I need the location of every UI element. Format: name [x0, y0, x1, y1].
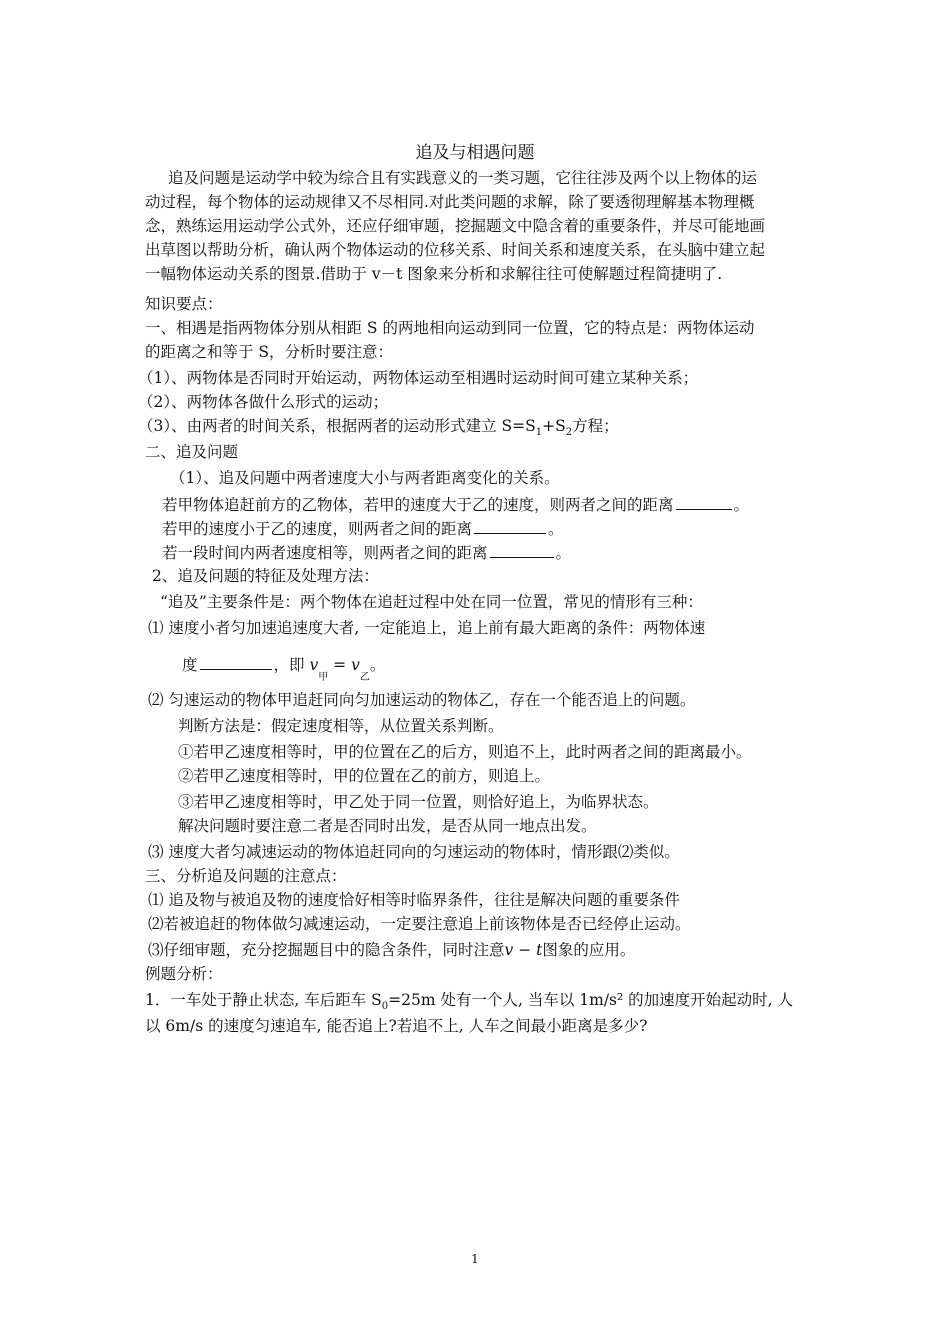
sec2-sub2: 2、追及问题的特征及处理方法： — [152, 567, 379, 585]
example-question-line2: 以 6m/s 的速度匀速追车, 能否追上?若追不上, 人车之间最小距离是多少? — [145, 1017, 648, 1035]
fill-blank[interactable] — [200, 654, 272, 670]
sec1-item: （1）、两物体是否同时开始运动，两物体运动至相遇时运动时间可建立某种关系； — [138, 369, 699, 387]
sec1-line: 一、相遇是指两物体分别从相距 S 的两地相向运动到同一位置，它的特点是：两物体运动 — [145, 319, 755, 337]
case-p2-a: ①若甲乙速度相等时，甲的位置在乙的后方，则追不上，此时两者之间的距离最小。 — [178, 743, 752, 761]
main-condition: “追及”主要条件是：两个物体在追赶过程中处在同一位置，常见的情形有三种： — [160, 593, 703, 611]
examples-heading: 例题分析： — [145, 965, 223, 983]
sec3-note: ⑴ 追及物与被追及物的速度恰好相等时临界条件，往往是解决问题的重要条件 — [148, 891, 680, 909]
page-title: 追及与相遇问题 — [415, 143, 535, 163]
case-p1-line2: 度 ，即 $v_甲 = v_乙$。 — [182, 656, 386, 683]
intro-line: 念，熟练运用运动学公式外，还应仔细审题，挖掘题文中隐含着的重要条件，并尽可能地画 — [145, 217, 766, 235]
case-p2: ⑵ 匀速运动的物体甲追赶同向匀加速运动的物体乙，存在一个能否追上的问题。 — [148, 691, 696, 709]
case-line: 若甲的速度小于乙的速度，则两者之间的距离 。 — [162, 520, 564, 538]
sec1-line: 的距离之和等于 S，分析时要注意： — [145, 343, 394, 361]
case-p2-b: ②若甲乙速度相等时，甲的位置在乙的前方，则追上。 — [178, 767, 551, 785]
sec3-note: ⑶仔细审题，充分挖掘题目中的隐含条件，同时注意v − t图象的应用。 — [148, 941, 636, 959]
fill-blank[interactable] — [676, 494, 732, 510]
page-number: 1 — [471, 1252, 479, 1266]
sec2-heading: 二、追及问题 — [145, 443, 239, 461]
sec3-heading: 三、分析追及问题的注意点： — [145, 867, 347, 885]
intro-line: 追及问题是运动学中较为综合且有实践意义的一类习题，它往往涉及两个以上物体的运 — [168, 169, 758, 187]
sec2-sub1: （1）、追及问题中两者速度大小与两者距离变化的关系。 — [170, 469, 560, 487]
intro-line: 一幅物体运动关系的图景.借助于 v－t 图象来分析和求解往往可使解题过程简捷明了. — [145, 265, 723, 283]
example-question: 1．一车处于静止状态, 车后距车 $S_0=25m$ 处有一个人, 当车以 1m/s² 的加速度开始起动时, 人 — [145, 991, 793, 1012]
case-p3: ⑶ 速度大者匀减速运动的物体追赶同向的匀速运动的物体时，情形跟⑵类似。 — [148, 843, 680, 861]
intro-line: 出草图以帮助分析，确认两个物体运动的位移关系、时间关系和速度关系，在头脑中建立起 — [145, 241, 766, 259]
case-line: 若一段时间内两者速度相等，则两者之间的距离 。 — [162, 544, 572, 562]
fill-blank[interactable] — [490, 542, 554, 558]
case-p2-c: ③若甲乙速度相等时，甲乙处于同一位置，则恰好追上，为临界状态。 — [178, 793, 659, 811]
case-line: 若甲物体追赶前方的乙物体，若甲的速度大于乙的速度，则两者之间的距离 。 — [162, 496, 750, 514]
case-p2-note: 解决问题时要注意二者是否同时出发，是否从同一地点出发。 — [178, 817, 597, 835]
knowledge-heading: 知识要点： — [145, 295, 223, 313]
intro-line: 动过程，每个物体的运动规律又不尽相同.对此类问题的求解，除了要透彻理解基本物理概 — [145, 193, 755, 211]
case-p1: ⑴ 速度小者匀加速追速度大者, 一定能追上，追上前有最大距离的条件：两物体速 — [148, 619, 706, 637]
sec1-item: （2）、两物体各做什么形式的运动； — [138, 393, 389, 411]
case-p2-judge: 判断方法是：假定速度相等，从位置关系判断。 — [178, 717, 504, 735]
fill-blank[interactable] — [474, 518, 546, 534]
sec1-item: （3）、由两者的时间关系，根据两者的运动形式建立 $S=S_1+S_2$方程； — [138, 417, 619, 438]
sec3-note: ⑵若被追赶的物体做匀减速运动，一定要注意追上前该物体是否已经停止运动。 — [148, 915, 691, 933]
